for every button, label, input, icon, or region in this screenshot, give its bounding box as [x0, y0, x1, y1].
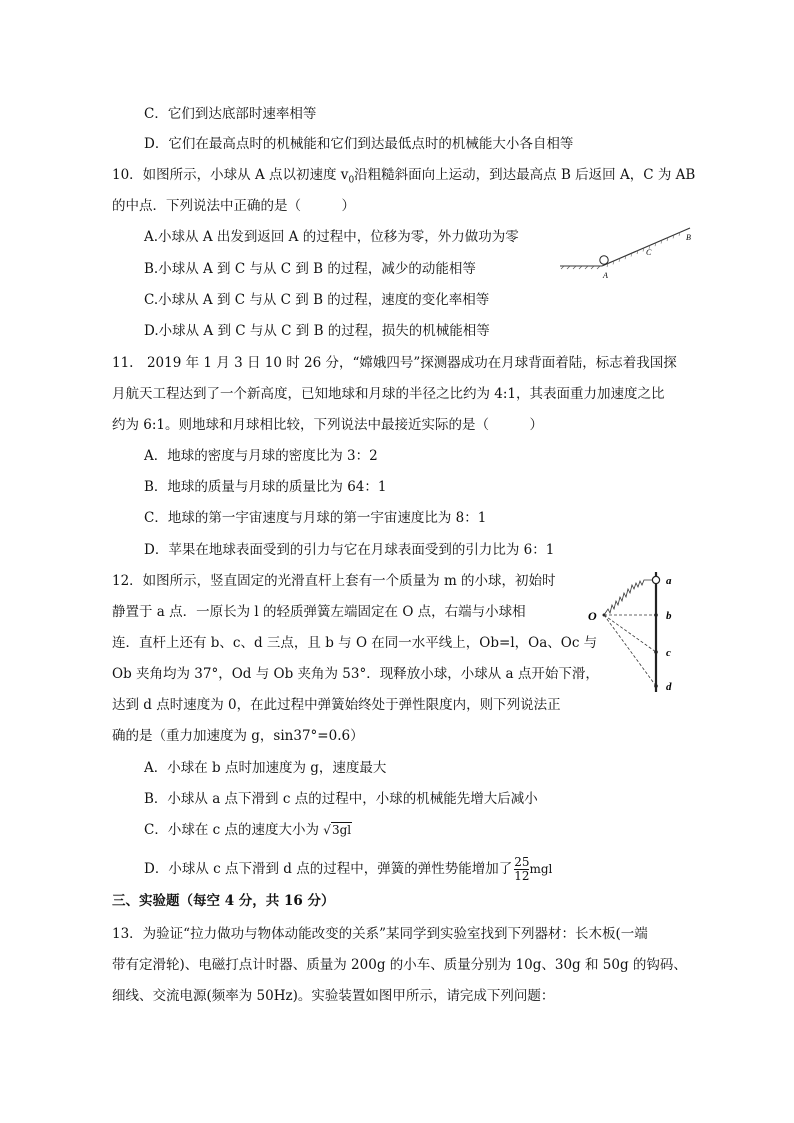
q13-stem-line1: 13．为验证“拉力做功与物体动能改变的关系”某同学到实验室找到下列器材：长木板(一端: [112, 926, 648, 942]
sqrt-expression: √3gl: [323, 823, 352, 837]
ball-icon: [600, 256, 608, 264]
q12-rod-spring-figure: [580, 568, 684, 698]
q10-stem-line1: [112, 165, 695, 191]
q12-stem-line2: 静置于 a 点．一原长为 l 的轻质弹簧左端固定在 O 点，右端与小球相: [112, 604, 526, 620]
label-d: d: [666, 681, 672, 693]
q11-option-b: B．地球的质量与月球的质量比为 64：1: [144, 479, 387, 495]
fraction-numerator: 25: [514, 855, 530, 869]
q10-option-b: B.小球从 A 到 C 与从 C 到 B 的过程，减少的动能相等: [144, 261, 476, 277]
q10-incline-figure: [556, 224, 698, 280]
section-title: 三、实验题（每空 4 分，共 16 分）: [112, 893, 335, 909]
q12-stem-line6: 确的是（重力加速度为 g，sin37°=0.6）: [112, 728, 364, 744]
label-c: C: [646, 248, 652, 257]
q12-stem-line3: 连．直杆上还有 b、c、d 三点，且 b 与 O 在同一水平线上，Ob=l，Oa、Oc 与: [112, 635, 598, 651]
q11-option-a: A．地球的密度与月球的密度比为 3：2: [144, 448, 378, 464]
q13-stem-line2: 带有定滑轮)、电磁打点计时器、质量为 200g 的小车、质量分别为 10g、30g 和 50g 的钩码、: [112, 957, 687, 973]
q11-option-d: D．苹果在地球表面受到的引力与它在月球表面受到的引力比为 6：1: [144, 542, 555, 558]
q10-option-d: D.小球从 A 到 C 与从 C 到 B 的过程，损失的机械能相等: [144, 323, 490, 339]
q13-stem-line3: 细线、交流电源(频率为 50Hz)。实验装置如图甲所示，请完成下列问题：: [112, 988, 555, 1004]
label-b: B: [686, 233, 691, 242]
q12-option-d-text: D．小球从 c 点下滑到 d 点的过程中，弹簧的弹性势能增加了: [144, 861, 513, 877]
q10-stem-part-a: 10．如图所示，小球从 A 点以初速度 v: [112, 167, 349, 183]
q12-stem-line1: 12．如图所示，竖直固定的光滑直杆上套有一个质量为 m 的小球，初始时: [112, 573, 556, 589]
q12-option-d-tail: mgl: [529, 862, 553, 876]
ball-icon: [652, 576, 659, 583]
fraction-denominator: 12: [514, 869, 530, 883]
q12-option-d: [144, 856, 552, 883]
label-b: b: [666, 610, 672, 622]
q10-stem-line2: 的中点．下列说法中正确的是（ ）: [112, 198, 355, 214]
q12-option-b: B．小球从 a 点下滑到 c 点的过程中，小球的机械能先增大后减小: [144, 791, 538, 807]
spring-icon: [604, 580, 652, 615]
label-a: A: [603, 271, 608, 280]
q11-option-c: C．地球的第一宇宙速度与月球的第一宇宙速度比为 8：1: [144, 510, 487, 526]
q12-option-c: [144, 820, 352, 840]
q10-v0-subscript: 0: [348, 175, 355, 186]
q11-stem-line3: 约为 6:1。则地球和月球相比较，下列说法中最接近实际的是（ ）: [112, 417, 544, 433]
q11-stem-line2: 月航天工程达到了一个新高度，已知地球和月球的半径之比约为 4:1，其表面重力加速度之比: [112, 386, 665, 402]
fraction: [514, 856, 529, 883]
sqrt-radicand: 3gl: [331, 823, 352, 837]
q12-option-c-text: C．小球在 c 点的速度大小为: [144, 822, 319, 838]
label-c: c: [666, 647, 671, 659]
q9-option-d: D．它们在最高点时的机械能和它们到达最低点时的机械能大小各自相等: [144, 136, 574, 152]
q11-stem-line1: 11. 2019 年 1 月 3 日 10 时 26 分，“嫦娥四号”探测器成功在月球背面着陆，标志着我国探: [112, 355, 677, 371]
label-a: a: [666, 575, 672, 587]
q12-stem-line4: Ob 夹角均为 37°，Od 与 Ob 夹角为 53°．现释放小球，小球从 a 点开始下滑，: [112, 666, 599, 682]
q10-stem-part-b: 沿粗糙斜面向上运动，到达最高点 B 后返回 A，C 为 AB: [354, 167, 696, 183]
q9-option-c: C．它们到达底部时速率相等: [144, 106, 317, 122]
q10-option-c: C.小球从 A 到 C 与从 C 到 B 的过程，速度的变化率相等: [144, 292, 490, 308]
q10-option-a: A.小球从 A 出发到返回 A 的过程中，位移为零，外力做功为零: [144, 229, 519, 245]
q12-stem-line5: 达到 d 点时速度为 0，在此过程中弹簧始终处于弹性限度内，则下列说法正: [112, 697, 561, 713]
q12-option-a: A．小球在 b 点时加速度为 g，速度最大: [144, 760, 387, 776]
label-O: O: [588, 609, 597, 623]
